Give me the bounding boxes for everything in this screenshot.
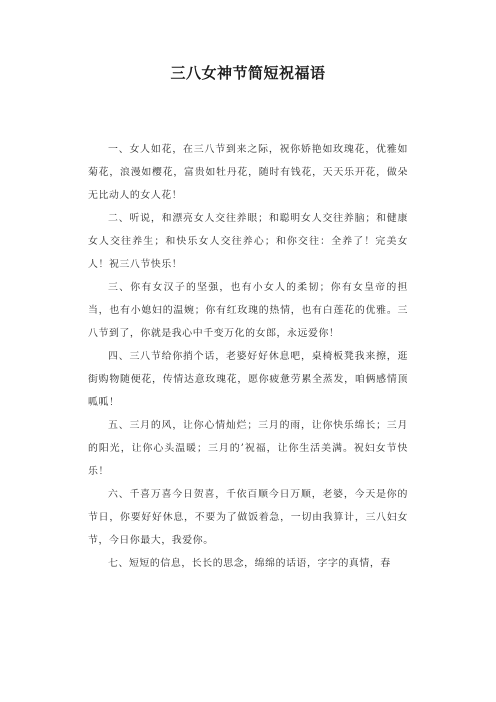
paragraph-5: 五、三月的风，让你心情灿烂；三月的雨，让你快乐绵长；三月的阳光，让你心头温暖；三月的’祝福，让你生活美满。祝妇女节快乐！: [88, 420, 408, 477]
document-title: 三八女神节简短祝福语: [170, 64, 326, 82]
paragraph-1: 一、女人如花，在三八节到来之际，祝你娇艳如玫瑰花，优雅如菊花，浪漫如樱花，富贵如牡丹花，随时有钱花，天天乐开花，做朵无比动人的女人花！: [88, 144, 408, 201]
document-body: [88, 138, 408, 575]
paragraph-2: 二、听说，和漂亮女人交往养眼；和聪明女人交往养脑；和健康女人交往养生；和快乐女人交往养心；和你交往：全养了！完美女人！祝三八节快乐！: [88, 213, 408, 270]
paragraph-7: 七、短短的信息，长长的思念，绵绵的话语，字字的真情，春: [108, 558, 391, 569]
paragraph-3: 三、你有女汉子的坚强，也有小女人的柔韧；你有女皇帝的担当，也有小媳妇的温婉；你有红玫瑰的热情，也有白莲花的优雅。三八节到了，你就是我心中千变万化的女郎，永远爱你！: [88, 282, 408, 339]
paragraph-4: 四、三八节给你捎个话，老婆好好休息吧，桌椅板凳我来擦，逛街购物随便花，传情达意玫瑰花，愿你疲惫劳累全蒸发，咱俩感情顶呱呱！: [88, 351, 408, 408]
paragraph-6: 六、千喜万喜今日贺喜，千依百顺今日万顺，老婆，今天是你的节日，你要好好休息，不要为了做饭着急，一切由我算计，三八妇女节，今日你最大，我爱你。: [88, 489, 408, 546]
